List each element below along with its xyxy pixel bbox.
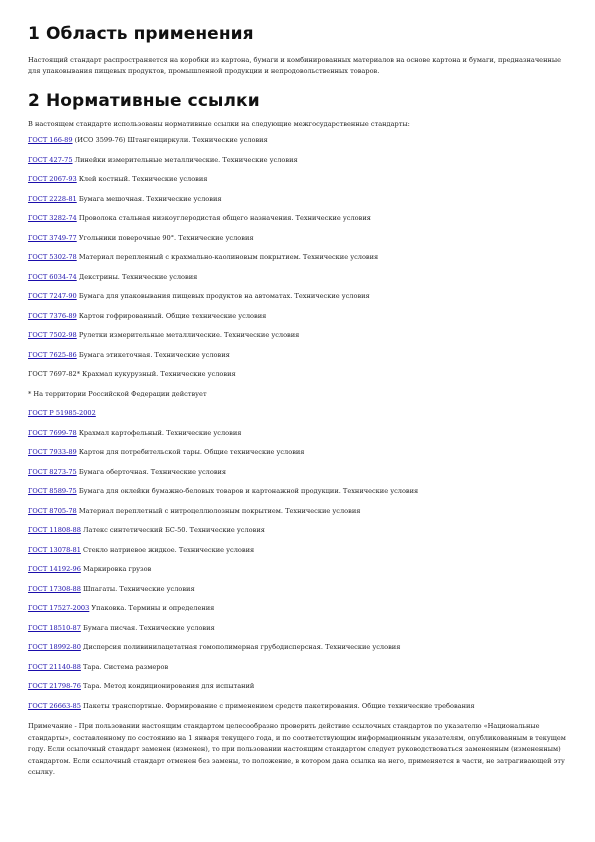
reference-link[interactable]: ГОСТ 2067-93 [28,175,77,183]
reference-title: Картон гофрированный. Общие технические условия [78,311,267,320]
reference-title: Тара. Метод кондиционирования для испытаний [83,682,255,690]
reference-item [28,468,567,477]
reference-link[interactable]: ГОСТ 17308-88 [28,584,81,593]
reference-title: Стекло натриевое жидкое. Технические условия [83,545,255,554]
reference-title: Бумага мешочная. Технические условия [78,194,222,203]
reference-item [28,156,567,165]
reference-title: Проволока стальная низкоуглеродистая общего назначения. Технические условия [78,214,371,222]
reference-link[interactable]: ГОСТ 7502-98 [28,331,77,339]
reference-item [28,195,567,204]
reference-title: Бумага для оклейки бумажно-беловых товаров и картонажной продукции. Технические условия [78,487,419,495]
reference-link[interactable]: ГОСТ 18510-87 [28,623,81,632]
reference-title: Бумага этикеточная. Технические условия [78,350,230,359]
reference-list [28,136,567,711]
reference-item [28,663,567,672]
section2-note: Примечание - При пользовании настоящим стандартом целесообразно проверить действие ссылочных стандартов по указателю «Национальные стандарты», составленному по состоянию на 1 января текущего года, и по соответствующим информационным указателям, опубликованным в текущем году. Если ссылочный стандарт заменен (изменен), то при пользовании настоящим стандартом следует руководствоваться замененным (измененным) стандартом. Если ссылочный стандарт отменен без замены, то положение, в котором дана ссылка на него, применяется в части, не затрагивающей эту ссылку. [28,722,566,776]
reference-title: Бумага писчая. Технические условия [83,623,215,632]
reference-title: Шпагаты. Технические условия [83,584,195,593]
reference-item [28,702,567,711]
section1-heading: 1 Область применения [28,24,254,44]
reference-item [28,487,567,496]
reference-item [28,136,567,145]
reference-title: Бумага оберточная. Технические условия [78,467,227,476]
reference-link[interactable]: ГОСТ 7625-86 [28,350,77,359]
reference-link[interactable]: ГОСТ 26663-85 [28,701,81,710]
reference-title: Материал перепленный с крахмально-каолиновым покрытием. Технические условия [78,253,379,261]
reference-link[interactable]: ГОСТ 3749-77 [28,233,77,242]
reference-link[interactable]: ГОСТ 3282-74 [28,214,77,222]
reference-item [28,312,567,321]
reference-item [28,565,567,574]
reference-title: Бумага для упаковывания пищевых продуктов на автоматах. Технические условия [78,292,370,300]
reference-link[interactable]: ГОСТ 17527-2003 [28,604,90,612]
reference-item [28,604,567,613]
reference-item [28,273,567,282]
reference-link[interactable]: ГОСТ 427-75 [28,155,73,164]
reference-link[interactable]: ГОСТ 2228-81 [28,194,77,203]
reference-item [28,448,567,457]
reference-link[interactable]: ГОСТ 6034-74 [28,272,77,281]
reference-title: Линейки измерительные металлические. Технические условия [74,155,298,164]
reference-link[interactable]: ГОСТ 7699-78 [28,428,77,437]
reference-link[interactable]: ГОСТ 18992-80 [28,643,81,651]
reference-link[interactable]: ГОСТ 5302-78 [28,253,77,261]
reference-title: Дисперсия поливинилацетатная гомополимерная грубодисперсная. Технические условия [83,643,401,651]
reference-title: (ИСО 3599-76) Штангенциркули. Технические условия [74,136,268,144]
reference-title: Рулетки измерительные металлические. Технические условия [78,331,300,339]
reference-title: Маркировка грузов [83,565,152,573]
reference-link[interactable]: ГОСТ 7376-89 [28,311,77,320]
reference-title: Упаковка. Термины и определения [91,604,215,612]
reference-link[interactable]: ГОСТ 7247-90 [28,292,77,300]
reference-item [28,585,567,594]
reference-title: Крахмал картофельный. Технические условия [78,428,242,437]
reference-title: Пакеты транспортные. Формирование с применением средств пакетирования. Общие технические требования [83,701,475,710]
section1-text: Настоящий стандарт распространяется на коробки из картона, бумаги и комбинированных материалов на основе картона и бумаги, предназначенные для упаковывания пищевых продуктов, промышленной продукции и непродовольственных товаров. [28,56,562,75]
reference-link[interactable]: ГОСТ 7933-89 [28,448,77,456]
reference-link[interactable]: ГОСТ 21798-76 [28,682,81,690]
reference-item [28,253,567,262]
reference-title: Материал переплетный с нитроцеллюлозным покрытием. Технические условия [78,506,361,515]
reference-item [28,214,567,223]
reference-item [28,234,567,243]
reference-title: Картон для потребительской тары. Общие технические условия [78,448,305,456]
reference-item [28,331,567,340]
reference-item [28,390,567,399]
reference-link[interactable]: ГОСТ 13078-81 [28,545,81,554]
reference-code: * На территории Российской Федерации действует [28,389,207,398]
reference-title: Крахмал кукурузный. Технические условия [82,370,236,378]
reference-item [28,429,567,438]
reference-item [28,370,567,379]
reference-title: Латекс синтетический БС-50. Технические условия [83,526,265,534]
reference-link[interactable]: ГОСТ Р 51985-2002 [28,409,96,417]
reference-link[interactable]: ГОСТ 11808-88 [28,526,81,534]
reference-link[interactable]: ГОСТ 166-89 [28,136,73,144]
reference-item [28,409,567,418]
reference-link[interactable]: ГОСТ 8273-75 [28,467,77,476]
reference-title: Клей костный. Технические условия [78,175,208,183]
reference-code: ГОСТ 7697-82* [28,370,81,378]
reference-item [28,292,567,301]
reference-title: Угольники поверочные 90°. Технические условия [78,233,254,242]
section2-heading: 2 Нормативные ссылки [28,91,260,111]
reference-link[interactable]: ГОСТ 14192-96 [28,565,81,573]
section2-intro: В настоящем стандарте использованы нормативные ссылки на следующие межгосударственные стандарты: [28,120,410,128]
reference-item [28,624,567,633]
reference-item [28,546,567,555]
reference-title: Декстрины. Технические условия [78,272,198,281]
reference-item [28,526,567,535]
reference-title: Тара. Система размеров [83,662,169,671]
reference-link[interactable]: ГОСТ 8589-75 [28,487,77,495]
reference-link[interactable]: ГОСТ 21140-88 [28,662,81,671]
reference-item [28,351,567,360]
reference-link[interactable]: ГОСТ 8705-78 [28,506,77,515]
reference-item [28,175,567,184]
reference-item [28,643,567,652]
reference-item [28,507,567,516]
reference-item [28,682,567,691]
